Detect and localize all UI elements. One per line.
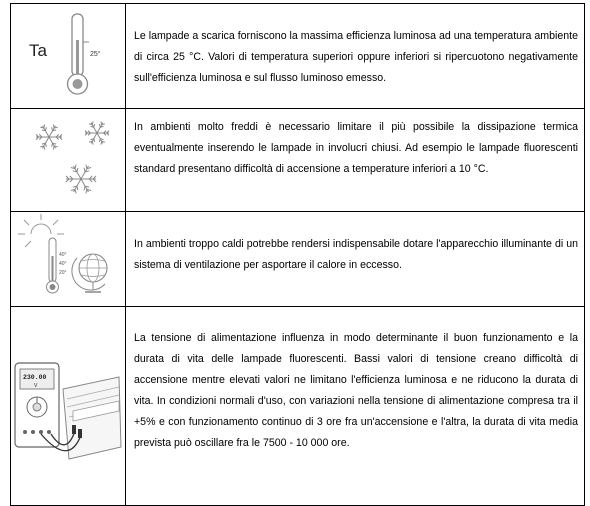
thermometer-ta-icon bbox=[11, 4, 126, 108]
svg-text:40°: 40° bbox=[59, 252, 67, 258]
multimeter-lamp-icon bbox=[11, 307, 126, 505]
ta-label: Ta bbox=[29, 41, 47, 60]
info-table bbox=[10, 3, 585, 506]
globe-icon bbox=[72, 254, 107, 292]
table-row bbox=[11, 307, 584, 505]
snowflake-icon bbox=[66, 165, 96, 194]
paragraph-voltage: La tensione di alimentazione influenza in modo determinante il buon funzionamento e la durata di vita delle lampade fluorescenti. Bassi valori di tensione creano difficoltà di accensione mentre elevati valori ne limitano l'efficienza luminosa e ne riducono la durata di vita. In condizioni normali d'uso, con variazioni nella tensione di alimentazione compresa tra il +5% e con funzionamento continuo di 3 ore fra un'accensione e l'altra, la durata di vita media prevista può oscillare fra le 7500 - 10 000 ore. bbox=[134, 332, 578, 449]
snowflake-icon bbox=[36, 125, 62, 150]
temp-25-label: 25° bbox=[90, 51, 101, 58]
snowflake-icon bbox=[85, 121, 109, 144]
table-row bbox=[11, 4, 584, 109]
paragraph-temperature: Le lampade a scarica forniscono la massima efficienza luminosa ad una temperatura ambiente di circa 25 °C. Valori di temperatura superiori oppure inferiori si ripercuotono negativamente sull'efficienza luminosa e sul flusso luminoso emesso. bbox=[134, 30, 578, 84]
paragraph-cold: In ambienti molto freddi è necessario limitare il più possibile la dissipazione termica eventualmente inserendo le lampade in involucri chiusi. Ad esempio le lampade fluorescenti standard presentano difficoltà di accensione a temperature inferiori a 10 °C. bbox=[134, 121, 578, 175]
svg-text:20°: 20° bbox=[59, 270, 67, 276]
paragraph-hot: In ambienti troppo caldi potrebbe rendersi indispensabile dotare l'apparecchio illuminante di un sistema di ventilazione per asportare il calore in eccesso. bbox=[134, 238, 578, 271]
sun-thermometer-globe-icon bbox=[11, 212, 126, 306]
svg-text:230.00: 230.00 bbox=[23, 374, 47, 381]
svg-text:V: V bbox=[34, 383, 38, 389]
table-row bbox=[11, 109, 584, 212]
table-row bbox=[11, 212, 584, 307]
svg-text:40°: 40° bbox=[59, 261, 67, 267]
snowflakes-icon bbox=[11, 109, 126, 211]
fluorescent-lamp-icon bbox=[63, 377, 121, 459]
multimeter-icon bbox=[15, 363, 59, 447]
